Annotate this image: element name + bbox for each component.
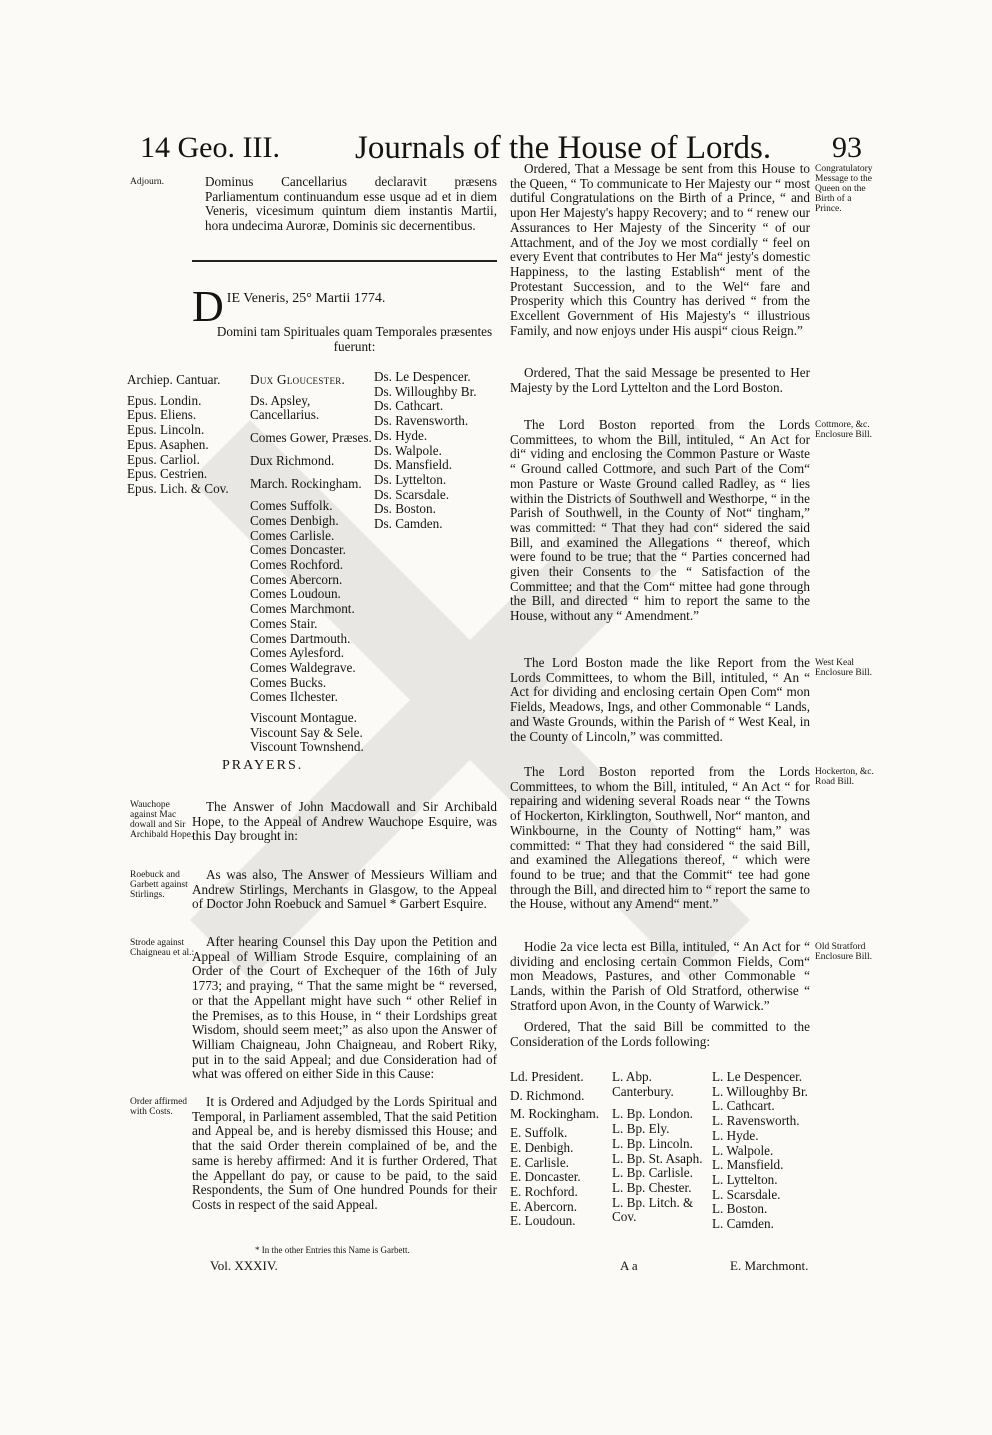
attendance-entry: Comes Dartmouth.	[250, 630, 351, 646]
attendance-entry: Ds. Hyde.	[374, 427, 428, 443]
committee-entry: L. Hyde.	[712, 1127, 759, 1143]
message-presented-paragraph: Ordered, That the said Message be presented to Her Majesty by the Lord Lyttelton and the Lord Boston.	[510, 365, 810, 395]
side-note-cottmore: Cottmore, &c. Enclosure Bill.	[815, 420, 872, 440]
attendance-entry: Dux Gloucester.	[250, 372, 346, 387]
attendance-entry: Ds. Ravensworth.	[374, 413, 469, 429]
attendance-entry: Ds. Boston.	[374, 501, 436, 517]
committee-entry: L. Walpole.	[712, 1142, 774, 1158]
committee-column-2	[612, 1070, 712, 1225]
drop-cap: D	[192, 282, 224, 331]
attendance-entry: Comes Aylesford.	[250, 645, 345, 661]
side-note-order: Order affirmed with Costs.	[130, 1097, 188, 1117]
strode-paragraph: After hearing Counsel this Day upon the Petition and Appeal of William Strode Esquire, complaining of an Order of the Court of Exchequer of the 16th of July 1773; and praying, “ That the same might be “ reversed, or that the Appellant might have such “ other Relief in the Premises, as to this House, in “ their Lordships great Wisdom, should seem meet;” as also upon the Answer of William Chaigneau, John Chaigneau, and Robert Riky, put in to the said Appeal; and due Consideration had of what was offered on either Side in this Cause:	[192, 934, 497, 1082]
committee-entry: L. Ravensworth.	[712, 1113, 800, 1129]
footnote: * In the other Entries this Name is Garbett.	[255, 1245, 410, 1255]
committee-entry: D. Richmond.	[510, 1087, 585, 1103]
committee-entry: E. Loudoun.	[510, 1213, 576, 1229]
committee-entry: M. Rockingham.	[510, 1106, 600, 1122]
attendance-entry: Ds. Apsley, Cancellarius.	[250, 392, 320, 423]
cottmore-paragraph: The Lord Boston reported from the Lords Committees, to whom the Bill, intituled, “ An Act for di“ viding and enclosing the Common Pasture or Waste “ Ground called Cottmore, and such Part of the Com“ mon Pasture or Waste Ground called Radley, as “ lies within the Districts of Southwell and Westhorpe, “ in the Parish of Southwell, in the County of Not“ tingham,” was committed: “ That they had con“ sidered the said Bill, and examined the Allegations “ thereof, which were found to be true; that the “ Parties concerned had given their Consents to the “ Satisfaction of the Committee; and that the Com“ mittee had gone through the Bill, and directed “ him to report the same to the House, without any “ Amendment.”	[510, 417, 810, 624]
attendance-column-1	[127, 373, 252, 497]
attendance-entry: March. Rockingham.	[250, 475, 362, 491]
attendance-entry: Viscount Townshend.	[250, 739, 364, 755]
sitting-date-text: IE Veneris, 25° Martii 1774.	[226, 291, 386, 306]
old-stratford-paragraph: Hodie 2a vice lecta est Billa, intituled, “ An Act for “ dividing and enclosing certain Common Fields, Com“ mon Meadows, Pastures, and other Commonable “ Lands, within the Parish of Old Stratford, otherwise “ Stratford upon Avon, in the County of Warwick.”	[510, 939, 810, 1013]
side-note-message: Congratulatory Message to the Queen on the Birth of a Prince.	[815, 164, 873, 214]
side-note-west-keal: West Keal Enclosure Bill.	[815, 658, 872, 678]
attendance-entry: Dux Richmond.	[250, 452, 335, 468]
attendance-entry: Epus. Cestrien.	[127, 466, 208, 482]
attendance-entry: Comes Suffolk.	[250, 498, 333, 514]
attendance-entry: Comes Bucks.	[250, 674, 327, 690]
message-paragraph: Ordered, That a Message be sent from this House to the Queen, “ To communicate to Her Majesty our “ most dutiful Congratulations on the Birth of a Prince, “ and upon Her Majesty's happy Recovery; and to “ renew our Assurances to Her Majesty of the Sincerity “ of our Attachment, and of the Joy we most cordially “ feel on every Event that contributes to Her Ma“ jesty's domestic Happiness, to the lasting Establish“ ment of the Protestant Succession, and to the Wel“ fare and Prosperity which this Country has derived “ from the Excellent Government of His Majesty's “ illustrious Family, and now enjoys under His auspi“ cious Reign.”	[510, 161, 810, 338]
attendance-entry: Epus. Lincoln.	[127, 422, 205, 438]
committee-column-1	[510, 1070, 610, 1229]
committee-entry: L. Bp. London.	[612, 1106, 693, 1122]
attendance-entry: Epus. Londin.	[127, 392, 202, 408]
attendance-column-2	[250, 373, 375, 755]
committee-entry: L. Bp. Litch. & Cov.	[612, 1194, 694, 1225]
committee-entry: L. Bp. St. Asaph.	[612, 1150, 703, 1166]
roebuck-paragraph: As was also, The Answer of Messieurs William and Andrew Stirlings, Merchants in Glasgow, to the Appeal of Doctor John Roebuck and Samuel * Garbert Esquire.	[192, 867, 497, 912]
page-title: Journals of the House of Lords.	[355, 130, 772, 166]
attendance-entry: Comes Abercorn.	[250, 571, 343, 587]
attendance-entry: Comes Carlisle.	[250, 527, 335, 543]
committee-entry: L. Camden.	[712, 1216, 774, 1232]
catchword: E. Marchmont.	[730, 1258, 809, 1273]
committee-entry: E. Carlisle.	[510, 1154, 569, 1170]
committee-entry: L. Le Despencer.	[712, 1069, 803, 1084]
side-note-strode: Strode against Chaigneau et al.:	[130, 938, 195, 958]
committee-entry: E. Abercorn.	[510, 1198, 578, 1214]
committee-entry: E. Denbigh.	[510, 1139, 574, 1155]
committee-entry: L. Mansfield.	[712, 1157, 784, 1173]
attendance-entry: Ds. Scarsdale.	[374, 486, 450, 502]
prayers-heading: PRAYERS.	[222, 758, 304, 773]
side-note-adjourn: Adjourn.	[130, 177, 165, 187]
committee-entry: L. Willoughby Br.	[712, 1083, 808, 1099]
side-note-wauchope: Wauchope against Mac dowall and Sir Archibald Hope.	[130, 800, 194, 840]
order-paragraph: It is Ordered and Adjudged by the Lords Spiritual and Temporal, in Parliament assembled, That the said Petition and Appeal be, and is hereby dismissed this House; and that the said Order therein complained of be, and the same is hereby affirmed: And it is further Ordered, That the Appellant do pay, or cause to be paid, to the said Respondents, the Sum of One hundred Pounds for their Costs in respect of the said Appeal.	[192, 1094, 497, 1212]
committee-entry: L. Abp. Canterbury.	[612, 1069, 674, 1099]
volume-signature: Vol. XXXIV.	[210, 1258, 278, 1273]
adjourn-paragraph: Dominus Cancellarius declaravit præsens Parliamentum continuandum esse usque ad et in diem Veneris, vicesimum quintum diem instantis Martii, hora undecima Auroræ, Dominis sic decernentibus.	[205, 174, 497, 234]
committee-entry: E. Doncaster.	[510, 1169, 581, 1185]
attendance-entry: Comes Denbigh.	[250, 512, 339, 528]
attendance-entry: Comes Stair.	[250, 615, 318, 631]
running-head-left: 14 Geo. III.	[140, 131, 280, 164]
committee-entry: L. Scarsdale.	[712, 1186, 781, 1202]
attendance-entry: Comes Gower, Præses.	[250, 430, 372, 446]
page-number: 93	[832, 131, 862, 164]
committed-paragraph: Ordered, That the said Bill be committed to the Consideration of the Lords following:	[510, 1019, 810, 1049]
attendance-entry: Epus. Eliens.	[127, 407, 197, 423]
attendance-entry: Comes Rochford.	[250, 557, 344, 573]
attendance-entry: Ds. Mansfield.	[374, 457, 453, 473]
attendance-entry: Epus. Carliol.	[127, 451, 200, 467]
attendance-entry: Ds. Walpole.	[374, 442, 442, 458]
present-heading: Domini tam Spirituales quam Temporales præsentes fuerunt:	[216, 324, 493, 354]
attendance-entry: Comes Doncaster.	[250, 542, 346, 558]
hockerton-paragraph: The Lord Boston reported from the Lords Committees, to whom the Bill, intituled, “ An Act “ for repairing and widening several Roads near “ the Towns of Hockerton, Kirklington, Southwell, Nor“ manton, and Winkbourne, in the County of Notting“ ham,” was committed: “ That they had considered “ the said Bill, and examined the Allegations thereof, “ which were found to be true; and that the Commit“ tee had gone through the Bill, and directed him to “ report the same to the House, without any Amend“ ment.”	[510, 764, 810, 912]
committee-column-3	[712, 1070, 822, 1232]
attendance-entry: Epus. Asaphen.	[127, 436, 209, 452]
attendance-entry: Comes Marchmont.	[250, 601, 355, 617]
sitting-date	[192, 282, 492, 331]
side-note-roebuck: Roebuck and Garbett against Stirlings.	[130, 870, 188, 900]
committee-entry: L. Boston.	[712, 1201, 768, 1217]
attendance-entry: Comes Ilchester.	[250, 689, 338, 705]
attendance-entry: Viscount Say & Sele.	[250, 724, 363, 740]
committee-entry: E. Rochford.	[510, 1183, 578, 1199]
committee-entry: L. Cathcart.	[712, 1098, 775, 1114]
attendance-column-3	[374, 370, 499, 532]
committee-entry: E. Suffolk.	[510, 1125, 568, 1141]
attendance-entry: Ds. Le Despencer.	[374, 369, 471, 384]
attendance-entry: Comes Loudoun.	[250, 586, 341, 602]
attendance-entry: Epus. Lich. & Cov.	[127, 480, 229, 496]
committee-entry: L. Bp. Chester.	[612, 1179, 692, 1195]
committee-entry: L. Bp. Carlisle.	[612, 1165, 693, 1181]
attendance-entry: Ds. Cathcart.	[374, 398, 444, 414]
signature-mark: A a	[620, 1258, 638, 1273]
attendance-entry: Archiep. Cantuar.	[127, 372, 221, 387]
attendance-entry: Comes Waldegrave.	[250, 659, 356, 675]
attendance-entry: Viscount Montague.	[250, 710, 357, 726]
committee-entry: L. Lyttelton.	[712, 1171, 778, 1187]
attendance-entry: Ds. Lyttelton.	[374, 471, 447, 487]
committee-entry: L. Bp. Lincoln.	[612, 1135, 693, 1151]
side-note-old-stratford: Old Stratford Enclosure Bill.	[815, 942, 872, 962]
wauchope-paragraph: The Answer of John Macdowall and Sir Archibald Hope, to the Appeal of Andrew Wauchope Esquire, was this Day brought in:	[192, 799, 497, 844]
west-keal-paragraph: The Lord Boston made the like Report from the Lords Committees, to whom the Bill, intituled, “ An “ Act for dividing and enclosing certain Open Com“ mon Fields, Meadows, Ings, and other Commonable “ Lands, and Waste Grounds, within the Parish of “ West Keal, in the County of Lincoln,” was committed.	[510, 655, 810, 744]
committee-entry: Ld. President.	[510, 1069, 584, 1084]
attendance-entry: Ds. Willoughby Br.	[374, 383, 477, 399]
attendance-entry: Ds. Camden.	[374, 516, 443, 532]
side-note-hockerton: Hockerton, &c. Road Bill.	[815, 767, 874, 787]
committee-entry: L. Bp. Ely.	[612, 1121, 670, 1137]
section-rule	[192, 260, 497, 262]
